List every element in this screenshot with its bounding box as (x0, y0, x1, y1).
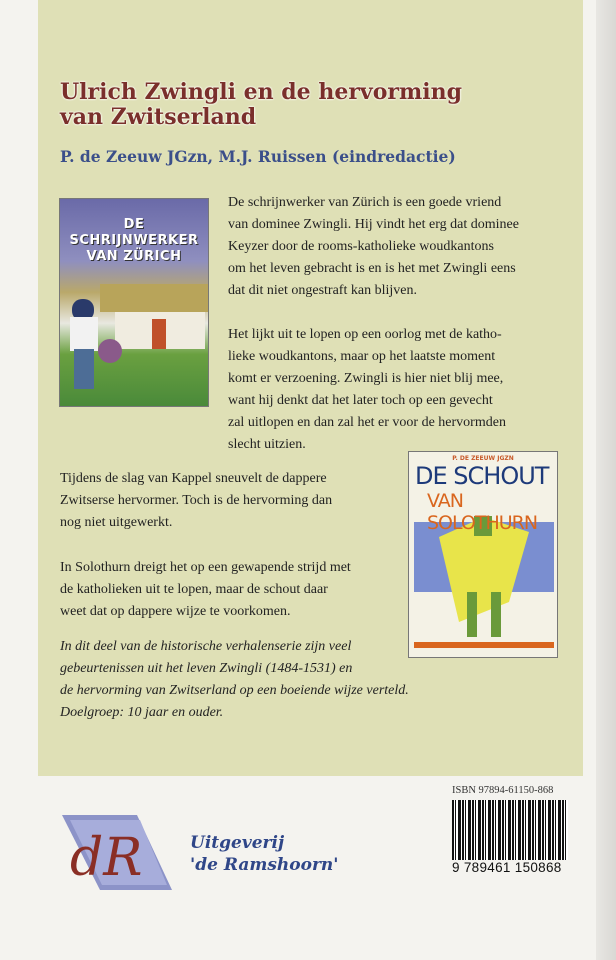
text-line: Doelgroep: 10 jaar en ouder. (60, 705, 224, 720)
text-line: nog niet uitgewerkt. (60, 515, 173, 530)
publisher-logo (62, 815, 172, 890)
paragraph-2 (228, 324, 506, 456)
cover-title (60, 217, 208, 265)
text-line: gebeurtenissen uit het leven Zwingli (1484-1531) en (60, 661, 353, 676)
book-spine-edge (596, 0, 616, 960)
text-line: Keyzer door de rooms-katholieke woudkantons (228, 239, 494, 254)
text-line: want hij denkt dat het later toch op een gevecht (228, 393, 493, 408)
paragraph-4 (60, 557, 351, 623)
text-line: om het leven gebracht is en is het met Zwingli eens (228, 261, 516, 276)
publisher-line: Uitgeverij (190, 833, 285, 853)
cover-subtitle: VAN SOLOTHURN (427, 490, 538, 534)
text-line: In Solothurn dreigt het op een gewapende strijd met (60, 560, 351, 575)
cover-image-schout (408, 451, 558, 658)
text-line: weet dat op dappere wijze te voorkomen. (60, 604, 291, 619)
book-title (60, 80, 462, 130)
text-line: de hervorming van Zwitserland op een boeiende wijze verteld. (60, 683, 409, 698)
isbn-text: ISBN 97894-61150-868 (452, 785, 554, 796)
text-line: zal uitlopen en dan zal het er voor de hervormden (228, 415, 506, 430)
barcode-number: 9 789461 150868 (452, 860, 562, 875)
title-line: Ulrich Zwingli en de hervorming (60, 79, 462, 105)
cover-title-line: VAN ZÜRICH (86, 249, 182, 264)
paragraph-3 (60, 468, 332, 534)
cover-image-schrijnwerker (59, 198, 209, 407)
text-line: De schrijnwerker van Zürich is een goede vriend (228, 195, 502, 210)
text-line: lieke woudkantons, maar op het laatste moment (228, 349, 496, 364)
text-line: slecht uitzien. (228, 437, 306, 452)
title-line: van Zwitserland (60, 104, 257, 130)
text-line: dat dit niet ongestraft kan blijven. (228, 283, 417, 298)
cover-title: DE SCHOUT (415, 462, 549, 490)
cover-author: P. DE ZEEUW JGZN (452, 455, 514, 462)
text-line: de katholieken uit te lopen, maar de schout daar (60, 582, 328, 597)
text-line: Tijdens de slag van Kappel sneuvelt de dappere (60, 471, 327, 486)
summary-paragraph (60, 636, 409, 724)
text-line: komt er verzoening. Zwingli is hier niet blij mee, (228, 371, 504, 386)
cover-title-line: DE (123, 217, 145, 232)
text-line: Het lijkt uit te lopen op een oorlog met de katho- (228, 327, 502, 342)
publisher-line: 'de Ramshoorn' (190, 855, 339, 875)
text-line: In dit deel van de historische verhalenserie zijn veel (60, 639, 352, 654)
publisher-name (190, 832, 338, 876)
text-line: van dominee Zwingli. Hij vindt het erg dat dominee (228, 217, 519, 232)
authors: P. de Zeeuw JGzn, M.J. Ruissen (eindredactie) (60, 147, 456, 166)
logo-lettering: dR (70, 828, 143, 888)
cover-title-line: SCHRIJNWERKER (69, 233, 199, 248)
paragraph-1 (228, 192, 519, 302)
barcode (452, 800, 568, 860)
text-line: Zwitserse hervormer. Toch is de hervorming dan (60, 493, 333, 508)
